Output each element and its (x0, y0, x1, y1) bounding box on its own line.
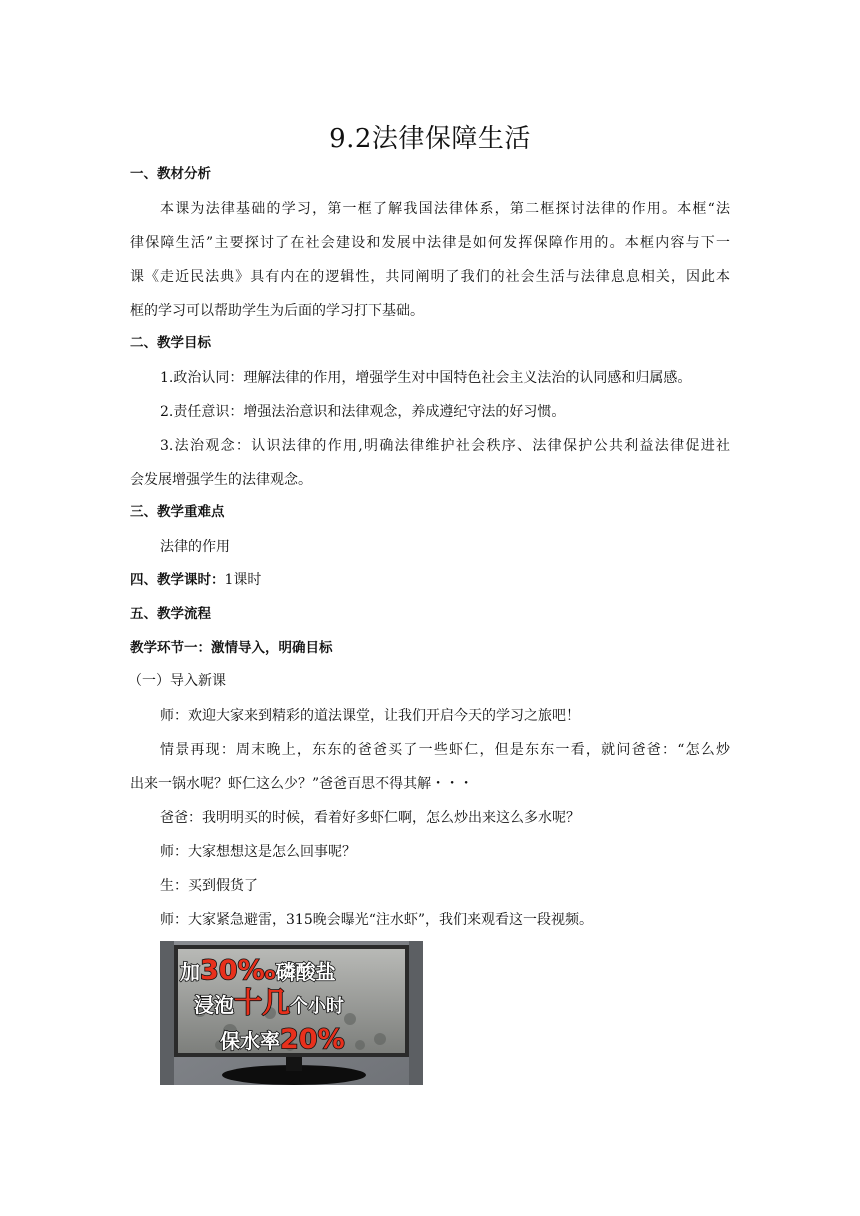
keypoints-content: 法律的作用 (160, 539, 230, 555)
overlay-text-o: o (264, 964, 276, 983)
paragraph-teacher-welcome: 师：欢迎大家来到精彩的道法课堂，让我们开启今天的学习之旅吧！ (160, 708, 580, 724)
paragraph-father: 爸爸：我明明买的时候，看着好多虾仁啊，怎么炒出来这么多水呢？ (160, 810, 580, 826)
paragraph-scenario-line-2: 出来一锅水呢？虾仁这么少？”爸爸百思不得其解・・・ (130, 776, 474, 792)
section-heading-goals: 二、教学目标 (130, 335, 211, 351)
paragraph-student-answer: 生：买到假货了 (160, 878, 258, 894)
goal-2: 2.责任意识：增强法治意识和法律观念，养成遵纪守法的好习惯。 (160, 404, 566, 420)
overlay-text-add: 加 (180, 960, 200, 984)
goal-3-line-1: 3.法治观念：认识法律的作用,明确法律维护社会秩序、法律保护公共利益法律促进社 (160, 438, 730, 454)
video-screenshot-image (160, 941, 423, 1085)
section-heading-process: 五、教学流程 (130, 606, 211, 622)
paragraph-scenario-line-1: 情景再现：周末晚上，东东的爸爸买了一些虾仁，但是东东一看，就问爸爸：“怎么炒 (160, 742, 730, 758)
section-heading-analysis: 一、教材分析 (130, 166, 211, 182)
overlay-text-ten-plus: 十几 (234, 986, 291, 1019)
overlay-text-soak: 浸泡 (194, 993, 234, 1017)
step-1-subheading: （一）导入新课 (128, 673, 226, 689)
paragraph-teacher-question: 师：大家想想这是怎么回事呢？ (160, 844, 356, 860)
analysis-line-3: 课《走近民法典》具有内在的逻辑性，共同阐明了我们的社会生活与法律息息相关，因此本 (130, 269, 730, 285)
page-title: 9.2法律保障生活 (329, 124, 531, 154)
overlay-text-phosphate: 磷酸盐 (275, 960, 336, 984)
overlay-text-30: 30% (200, 955, 265, 986)
goal-1: 1.政治认同：理解法律的作用，增强学生对中国特色社会主义法治的认同感和归属感。 (160, 370, 692, 386)
overlay-text-hours: 个小时 (290, 996, 345, 1017)
class-hours-value: 1课时 (224, 572, 262, 588)
overlay-line-3 (220, 1024, 345, 1055)
step-1-heading: 教学环节一：激情导入，明确目标 (130, 640, 333, 656)
section-heading-hours: 四、教学课时： (130, 572, 225, 588)
overlay-line-1 (180, 955, 336, 986)
goal-3-line-2: 会发展增强学生的法律观念。 (130, 472, 312, 488)
class-hours-line (130, 570, 730, 590)
analysis-line-4: 框的学习可以帮助学生为后面的学习打下基础。 (130, 303, 424, 319)
overlay-text-20: 20% (280, 1024, 345, 1055)
analysis-line-1: 本课为法律基础的学习，第一框了解我国法律体系，第二框探讨法律的作用。本框“法 (160, 201, 730, 217)
paragraph-teacher-video: 师：大家紧急避雷，315晚会曝光“注水虾”，我们来观看这一段视频。 (160, 912, 594, 928)
section-heading-keypoints: 三、教学重难点 (130, 504, 225, 520)
analysis-line-2: 律保障生活”主要探讨了在社会建设和发展中法律是如何发挥保障作用的。本框内容与下一 (130, 235, 730, 251)
overlay-text-retention: 保水率 (220, 1029, 280, 1053)
